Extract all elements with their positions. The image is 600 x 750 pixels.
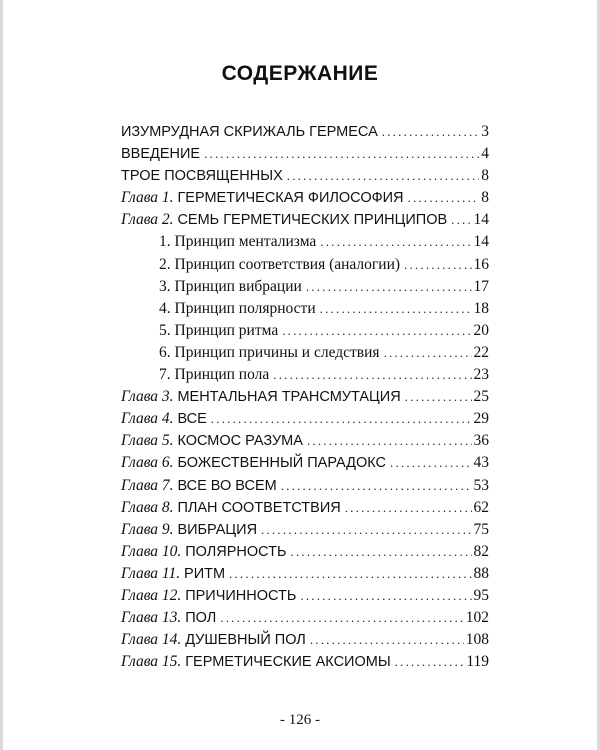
toc-entry-text [159,298,316,320]
page-ref: 8 [481,189,489,207]
entry-title: 7. Принцип пола [159,366,270,384]
dot-leader [384,342,472,364]
dot-leader [405,386,472,408]
toc-entry-text [121,452,386,474]
entry-title: 5. Принцип ритма [159,321,279,339]
dot-leader [451,209,471,231]
toc-entry[interactable] [121,408,489,430]
toc-entry[interactable] [121,209,489,231]
toc-subentry[interactable] [121,298,489,320]
page-ref: 29 [473,410,489,428]
entry-title: ДУШЕВНЫЙ ПОЛ [185,632,306,649]
toc-subentry[interactable] [121,231,489,253]
toc-entry[interactable] [121,143,489,165]
chapter-prefix: Глава 11. [121,564,181,582]
page-ref: 62 [473,498,489,516]
page-ref: 95 [473,586,489,604]
chapter-prefix: Глава 4. [121,410,174,428]
dot-leader [281,475,472,497]
toc-entry[interactable] [121,629,489,651]
toc-subentry[interactable] [121,276,489,298]
toc-entry-text [121,430,303,452]
dot-leader [291,541,472,563]
page-ref: 102 [465,609,489,627]
toc-entry[interactable] [121,585,489,607]
entry-title: ПОЛЯРНОСТЬ [185,543,287,560]
toc-entry[interactable] [121,563,489,585]
page-ref: 25 [473,388,489,406]
chapter-prefix: Глава 13. [121,609,182,627]
chapter-prefix: Глава 6. [121,454,174,472]
entry-title: КОСМОС РАЗУМА [177,433,303,450]
chapter-prefix: Глава 3. [121,388,174,406]
toc-entry-text [121,541,287,563]
page-ref: 18 [473,299,489,317]
toc-entry-text [121,187,404,209]
entry-title: ТРОЕ ПОСВЯЩЕННЫХ [121,168,283,185]
toc-entry-text [159,276,302,298]
dot-leader [282,320,471,342]
toc-entry-text [159,320,278,342]
page-ref: 14 [473,211,489,229]
toc-entry-text [159,254,400,276]
toc-entry[interactable] [121,607,489,629]
toc-entry-text [121,497,341,519]
toc-entry-text [121,607,216,629]
toc-entry[interactable] [121,497,489,519]
dot-leader [211,408,472,430]
toc-entry[interactable] [121,121,489,143]
dot-leader [261,519,471,541]
dot-leader [229,563,471,585]
toc-entry[interactable] [121,386,489,408]
toc-entry[interactable] [121,541,489,563]
entry-title: ПРИЧИННОСТЬ [185,587,297,604]
page-ref: 14 [473,233,489,251]
toc-entry[interactable] [121,519,489,541]
chapter-prefix: Глава 2. [121,211,174,229]
toc-subentry[interactable] [121,320,489,342]
dot-leader [300,585,471,607]
chapter-prefix: Глава 15. [121,653,182,671]
page-ref: 20 [473,321,489,339]
toc-entry[interactable] [121,430,489,452]
chapter-prefix: Глава 5. [121,432,174,450]
dot-leader [307,430,472,452]
entry-title: БОЖЕСТВЕННЫЙ ПАРАДОКС [177,455,387,472]
page-ref: 119 [466,653,489,671]
entry-title: ВВЕДЕНИЕ [121,146,201,163]
entry-title: ПЛАН СООТВЕТСТВИЯ [177,499,341,516]
dot-leader [287,165,480,187]
dot-leader [408,187,480,209]
toc-entry-text [121,209,447,231]
dot-leader [345,497,472,519]
chapter-prefix: Глава 9. [121,520,174,538]
toc-entry-text [159,231,316,253]
toc-entry-text [121,629,306,651]
page-ref: 3 [481,123,489,140]
entry-title: СЕМЬ ГЕРМЕТИЧЕСКИХ ПРИНЦИПОВ [177,212,448,229]
dot-leader [320,231,471,253]
page-number: - 126 - [280,712,320,728]
entry-title: ГЕРМЕТИЧЕСКИЕ АКСИОМЫ [185,654,391,671]
entry-title: 4. Принцип полярности [159,299,316,317]
chapter-prefix: Глава 8. [121,498,174,516]
dot-leader [310,629,464,651]
page-title: СОДЕРЖАНИЕ [221,62,379,85]
toc-entry[interactable] [121,452,489,474]
page-ref: 82 [473,542,489,560]
page-ref: 108 [465,631,489,649]
dot-leader [204,143,479,165]
toc-entry-text [121,475,277,497]
entry-title: 2. Принцип соответствия (аналогии) [159,255,401,273]
toc-entry-text [121,143,200,165]
toc-entry[interactable] [121,165,489,187]
dot-leader [404,254,471,276]
page-ref: 53 [473,476,489,494]
toc-entry-text [121,585,296,607]
chapter-prefix: Глава 10. [121,542,182,560]
dot-leader [306,276,472,298]
dot-leader [273,364,471,386]
entry-title: ИЗУМРУДНАЯ СКРИЖАЛЬ ГЕРМЕСА [121,124,378,140]
dot-leader [382,121,480,143]
chapter-prefix: Глава 7. [121,476,174,494]
entry-title: ПОЛ [185,610,217,627]
toc-entry-text [121,386,401,408]
chapter-prefix: Глава 14. [121,631,182,649]
page-ref: 36 [473,432,489,450]
page-ref: 75 [473,520,489,538]
toc-entry[interactable] [121,187,489,209]
page-ref: 16 [473,255,489,273]
page-ref: 8 [481,167,489,185]
page-ref: 4 [481,145,489,163]
chapter-prefix: Глава 1. [121,189,174,207]
toc-entry-text [121,165,283,187]
toc-entry[interactable] [121,651,489,673]
toc-entry-text [159,364,269,386]
toc-entry-text [121,563,225,585]
table-of-contents [121,121,489,673]
page-edge-left [0,0,3,750]
toc-entry-text [121,408,207,430]
chapter-prefix: Глава 12. [121,586,182,604]
entry-title: 6. Принцип причины и следствия [159,343,380,361]
toc-entry-text [121,651,391,673]
entry-title: РИТМ [184,565,226,582]
toc-subentry[interactable] [121,342,489,364]
page-ref: 17 [473,277,489,295]
dot-leader [320,298,472,320]
toc-entry[interactable] [121,475,489,497]
toc-subentry[interactable] [121,364,489,386]
page-ref: 23 [473,366,489,384]
entry-title: ВСЕ [177,411,207,428]
page-ref: 88 [473,564,489,582]
dot-leader [395,651,465,673]
toc-entry-text [159,342,380,364]
page-ref: 43 [473,454,489,472]
entry-title: ГЕРМЕТИЧЕСКАЯ ФИЛОСОФИЯ [177,190,404,207]
entry-title: 1. Принцип ментализма [159,233,317,251]
dot-leader [390,452,471,474]
page-ref: 22 [473,343,489,361]
toc-subentry[interactable] [121,254,489,276]
entry-title: 3. Принцип вибрации [159,277,302,295]
dot-leader [220,607,464,629]
entry-title: ВИБРАЦИЯ [177,521,258,538]
toc-entry-text [121,519,257,541]
entry-title: ВСЕ ВО ВСЕМ [177,477,277,494]
toc-entry-text [121,121,378,143]
entry-title: МЕНТАЛЬНАЯ ТРАНСМУТАЦИЯ [177,389,401,406]
